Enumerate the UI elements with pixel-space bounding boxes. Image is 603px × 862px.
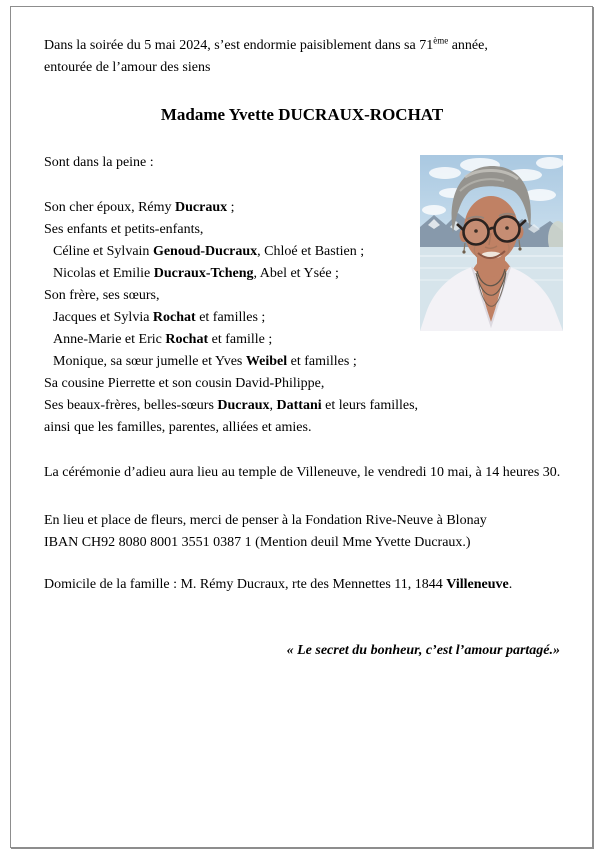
text-segment: Ducraux (175, 200, 228, 215)
text-segment: , (269, 398, 277, 413)
family-list-line (44, 395, 560, 417)
text-segment: et familles ; (195, 310, 266, 325)
text-segment: Genoud-Ducraux (152, 244, 258, 259)
text-segment: Domicile de la famille : M. Rémy Ducraux, rte des Mennettes 11, 1844 (44, 577, 447, 592)
page-frame (10, 6, 593, 848)
intro-paragraph-line (44, 57, 560, 79)
portrait-photo (420, 155, 563, 331)
family-list-line (44, 329, 560, 351)
text-segment: Ducraux (217, 398, 270, 413)
text-segment: ; (227, 200, 235, 215)
text-segment: « Le secret du bonheur, c’est l’amour partagé.» (286, 643, 560, 658)
text-segment: En lieu et place de fleurs, merci de penser à la Fondation Rive-Neuve à Blonay (44, 513, 487, 528)
donations-info-line (44, 532, 560, 554)
closing-quote (44, 640, 560, 662)
text-segment: Dans la soirée du 5 mai 2024, s’est endormie paisiblement dans sa 71 (44, 38, 434, 53)
obituary-text (44, 35, 560, 662)
text-segment: La cérémonie d’adieu aura lieu au temple de Villeneuve, le vendredi 10 mai, à 14 heures 30. (44, 465, 561, 480)
family-address (44, 574, 560, 596)
text-segment: , Abel et Ysée ; (253, 266, 339, 281)
text-segment: Monique, sa sœur jumelle et Yves (53, 354, 246, 369)
text-segment: Sont dans la peine : (44, 155, 154, 170)
text-segment: Villeneuve (446, 577, 509, 592)
text-segment: Rochat (165, 332, 209, 347)
text-segment: . (508, 577, 513, 592)
ceremony-info (44, 462, 560, 484)
text-segment: Anne-Marie et Eric (53, 332, 166, 347)
text-segment: Son cher époux, Rémy (44, 200, 176, 215)
donations-info (44, 510, 560, 554)
text-segment: et famille ; (208, 332, 273, 347)
text-segment: ème (433, 35, 449, 46)
text-segment: , Chloé et Bastien ; (257, 244, 365, 259)
intro-paragraph (44, 35, 560, 79)
text-segment: entourée de l’amour des siens (44, 60, 211, 75)
portrait-photo-graphic (420, 155, 563, 331)
text-segment: IBAN CH92 8080 8001 3551 0387 1 (Mention deuil Mme Yvette Ducraux.) (44, 535, 471, 550)
text-segment: Sa cousine Pierrette et son cousin David-Philippe, (44, 376, 325, 391)
deceased-name-title (44, 104, 560, 126)
closing-quote-line (44, 640, 560, 662)
text-segment: et leurs familles, (321, 398, 419, 413)
text-segment: Céline et Sylvain (53, 244, 153, 259)
text-segment: Rochat (152, 310, 196, 325)
ceremony-info-line (44, 462, 560, 484)
text-segment: Ses enfants et petits-enfants, (44, 222, 204, 237)
text-segment: Ses beaux-frères, belles-sœurs (44, 398, 218, 413)
family-address-line (44, 574, 560, 596)
family-list-line (44, 417, 560, 439)
donations-info-line (44, 510, 560, 532)
text-segment: Jacques et Sylvia (53, 310, 153, 325)
intro-paragraph-line (44, 35, 560, 57)
family-list-line (44, 351, 560, 373)
text-segment: ainsi que les familles, parentes, alliées et amies. (44, 420, 312, 435)
text-segment: Dattani (276, 398, 322, 413)
text-segment: Son frère, ses sœurs, (44, 288, 160, 303)
text-segment: Madame Yvette DUCRAUX-ROCHAT (160, 105, 444, 124)
text-segment: Nicolas et Emilie (53, 266, 154, 281)
text-segment: Ducraux-Tcheng (153, 266, 254, 281)
text-segment: et familles ; (287, 354, 357, 369)
text-segment: année, (448, 38, 488, 53)
deceased-name-title-line (44, 104, 560, 126)
text-segment: Weibel (245, 354, 288, 369)
family-list-line (44, 373, 560, 395)
